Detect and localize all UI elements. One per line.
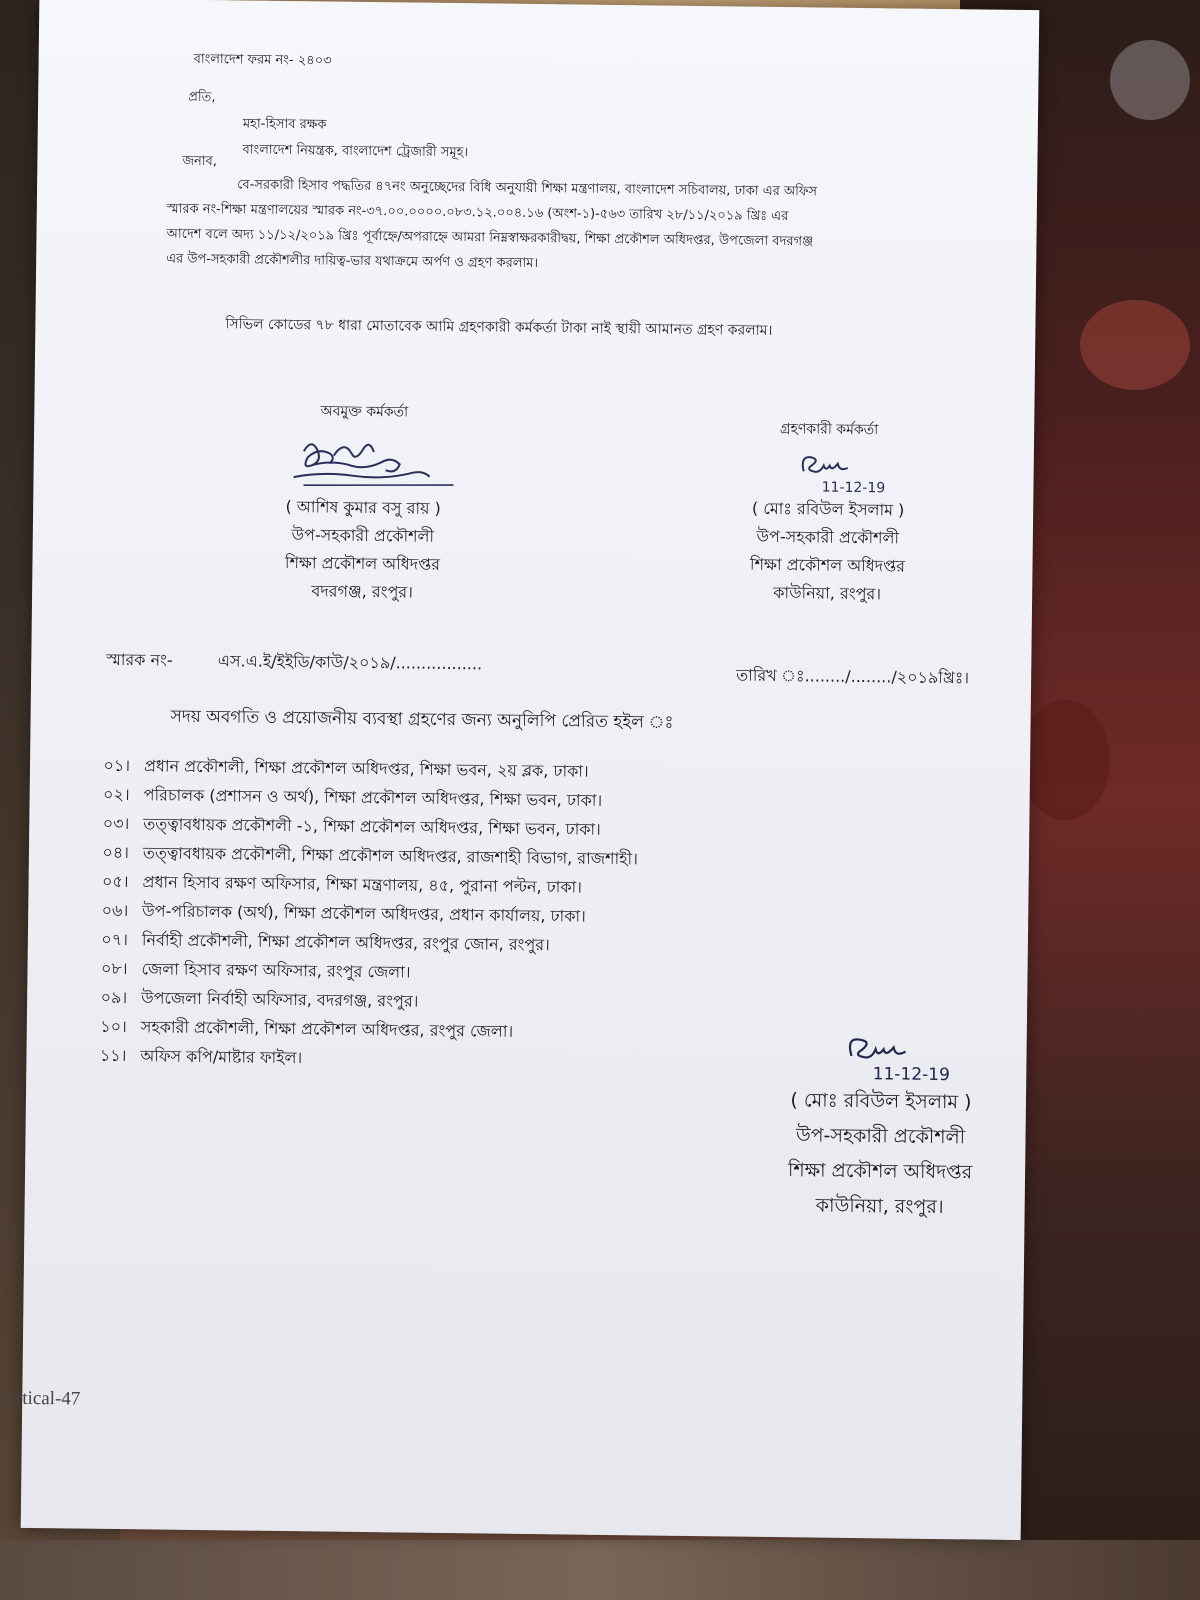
form-number: বাংলাদেশ ফরম নং- ২৪০৩ <box>193 51 332 69</box>
list-number: ০৭। <box>101 929 129 950</box>
signatory-department: শিক্ষা প্রকৌশল অধিদপ্তর <box>749 554 906 576</box>
memo-label: স্মারক নং- <box>106 649 173 670</box>
signatory-designation: উপ-সহকারী প্রকৌশলী <box>756 526 900 548</box>
fabric-pattern <box>1080 300 1190 390</box>
recipient-line-2: বাংলাদেশ নিয়ন্ত্রক, বাংলাদেশ ট্রেজারী সমূহ। <box>242 142 469 161</box>
list-text: জেলা হিসাব রক্ষণ অফিসার, রংপুর জেলা। <box>141 959 411 982</box>
list-text: উপ-পরিচালক (অর্থ), শিক্ষা প্রকৌশল অধিদপ্তর, প্রধান কার্যালয়, ঢাকা। <box>142 901 586 926</box>
signatory-role: গ্রহণকারী কর্মকর্তা <box>779 421 879 439</box>
background-bottom <box>0 1540 1200 1600</box>
signatory-role: অবমুক্ত কর্মকর্তা <box>320 403 409 421</box>
recipient-line-1: মহা-হিসাব রক্ষক <box>242 116 327 133</box>
list-number: ০১। <box>103 755 131 776</box>
final-signatory-block <box>764 1029 996 1226</box>
signature-image <box>263 431 464 495</box>
list-text: পরিচালক (প্রশাসন ও অর্থ), শিক্ষা প্রকৌশল অধিদপ্তর, শিক্ষা ভবন, ঢাকা। <box>143 785 603 810</box>
signatory-location: কাউনিয়া, রংপুর। <box>815 1194 944 1219</box>
signatory-name: ( আশিষ কুমার বসু রায় ) <box>285 496 441 518</box>
list-number: ০৫। <box>101 871 129 892</box>
signatory-location: কাউনিয়া, রংপুর। <box>773 582 882 604</box>
memo-date: তারিখ ঃ......../......../২০১৯খ্রিঃ। <box>736 665 970 688</box>
memo-line <box>106 647 482 679</box>
footer-label: Artical-47 <box>2 1387 81 1410</box>
list-number: ০৮। <box>100 958 128 979</box>
memo-number: এস.এ.ই/ইইডি/কাউ/২০১৯/................. <box>217 651 483 674</box>
list-number: ০৬। <box>101 900 129 921</box>
copy-list <box>66 750 639 1076</box>
receiving-officer-block <box>722 414 934 609</box>
fabric-pattern <box>1020 700 1110 820</box>
signatory-designation: উপ-সহকারী প্রকৌশলী <box>291 525 435 546</box>
list-text: অফিস কপি/মাষ্টার ফাইল। <box>140 1046 303 1068</box>
signatory-designation: উপ-সহকারী প্রকৌশলী <box>795 1124 966 1149</box>
civil-code-statement: সিভিল কোডের ৭৮ ধারা মোতাবেক আমি গ্রহণকারী কর্মকর্তা টাকা নাই স্থায়ী আমানত গ্রহণ করলাম। <box>225 316 773 339</box>
copy-intro: সদয় অবগতি ও প্রয়োজনীয় ব্যবস্থা গ্রহণের জন্য অনুলিপি প্রেরিত হইল ঃ <box>170 706 674 733</box>
list-text: তত্ত্বাবধায়ক প্রকৌশলী -১, শিক্ষা প্রকৌশল অধিদপ্তর, শিক্ষা ভবন, ঢাকা। <box>143 814 601 839</box>
list-text: উপজেলা নির্বাহী অফিসার, বদরগঞ্জ, রংপুর। <box>141 988 419 1011</box>
signature-image <box>801 1029 961 1065</box>
list-text: প্রধান প্রকৌশলী, শিক্ষা প্রকৌশল অধিদপ্তর, শিক্ষা ভবন, ২য় ব্লক, ঢাকা। <box>143 756 589 781</box>
list-text: নির্বাহী প্রকৌশলী, শিক্ষা প্রকৌশল অধিদপ্তর, রংপুর জোন, রংপুর। <box>141 930 550 955</box>
list-number: ০২। <box>103 784 130 805</box>
list-number: ১০। <box>100 1016 127 1037</box>
list-number: ০৩। <box>102 813 130 834</box>
body-line: আদেশ বলে অদ্য ১১/১২/২০১৯ খ্রিঃ পূর্বাহ্নে/অপরাহ্নে আমরা নিম্নস্বাক্ষরকারীদ্বয়, শিক্ষা প্রকৌশল অধিদপ্তর, উপজেলা বদরগঞ্জ <box>166 226 814 250</box>
body-paragraph <box>166 172 1027 282</box>
signatory-department: শিক্ষা প্রকৌশল অধিদপ্তর <box>787 1159 973 1184</box>
signature-image <box>754 449 904 481</box>
list-text: সহকারী প্রকৌশলী, শিক্ষা প্রকৌশল অধিদপ্তর, রংপুর জেলা। <box>140 1017 514 1041</box>
releasing-officer-block <box>247 397 480 608</box>
salutation: জনাব, <box>182 153 218 170</box>
list-number: ০৪। <box>102 842 130 863</box>
signatory-name: ( মোঃ রবিউল ইসলাম ) <box>790 1089 972 1114</box>
document-page <box>2 0 1040 1540</box>
body-line: স্মারক নং-শিক্ষা মন্ত্রণালয়ের স্মারক নং-৩৭.০০.০০০০.০৮৩.১২.০০৪.১৬ (অংশ-১)-৫৬৩ তারিখ ২৮/১১/২০১৯ খ্রিঃ এর <box>166 201 789 225</box>
signature-date: 11-12-19 <box>821 479 886 497</box>
signature-date: 11-12-19 <box>872 1064 950 1086</box>
list-text: প্রধান হিসাব রক্ষণ অফিসার, শিক্ষা মন্ত্রণালয়, ৪৫, পুরানা পল্টন, ঢাকা। <box>142 872 583 897</box>
signatory-name: ( মোঃ রবিউল ইসলাম ) <box>751 498 905 520</box>
body-line: বে-সরকারী হিসাব পদ্ধতির ৪৭নং অনুচ্ছেদের বিধি অনুযায়ী শিক্ষা মন্ত্রণালয়, বাংলাদেশ সচিবালয়, ঢাকা এর অফিস <box>237 177 818 200</box>
signatory-department: শিক্ষা প্রকৌশল অধিদপ্তর <box>284 552 441 574</box>
list-text: তত্ত্বাবধায়ক প্রকৌশলী, শিক্ষা প্রকৌশল অধিদপ্তর, রাজশাহী বিভাগ, রাজশাহী। <box>142 843 639 869</box>
signatory-location: বদরগঞ্জ, রংপুর। <box>311 581 414 602</box>
list-number: ১১। <box>99 1045 127 1066</box>
list-item <box>66 1040 635 1076</box>
fabric-pattern <box>1110 40 1190 120</box>
to-label: প্রতি, <box>188 89 216 106</box>
body-line: এর উপ-সহকারী প্রকৌশলীর দায়িত্ব-ভার যথাক্রমে অর্পণ ও গ্রহণ করলাম। <box>166 251 539 272</box>
list-number: ০৯। <box>100 987 128 1008</box>
